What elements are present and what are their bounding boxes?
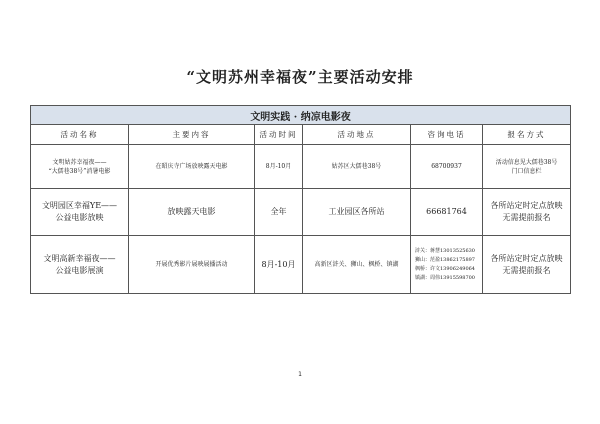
activity-table	[30, 105, 571, 294]
header-consult-phone: 咨询电话	[411, 125, 483, 145]
activity-name-cell	[31, 145, 129, 189]
table-row	[31, 236, 571, 294]
signup-cell	[483, 145, 571, 189]
signup-line: 无需提前报名	[502, 265, 551, 275]
signup-line: 无需提前报名	[502, 213, 551, 222]
phone-list-cell	[411, 236, 483, 294]
header-signup-method: 报名方式	[483, 125, 571, 145]
activity-name-line: “大儒巷38号”消暑电影	[48, 167, 111, 175]
header-activity-location: 活动地点	[303, 125, 411, 145]
page-title: “文明苏州幸福夜”主要活动安排	[186, 68, 414, 86]
activity-name-line: 文明园区幸福YE——	[41, 201, 118, 210]
content-cell: 开展优秀影片展映展播活动	[129, 236, 255, 294]
location-cell: 工业园区各所站	[303, 189, 411, 236]
time-cell: 全年	[255, 189, 303, 236]
activity-name-line: 公益电影展演	[55, 265, 104, 275]
activity-name-cell	[31, 236, 129, 294]
header-main-content: 主要内容	[129, 125, 255, 145]
table-row	[31, 145, 571, 189]
phone-entry: 浒关：蒋慧13013525630	[415, 247, 475, 254]
signup-cell	[483, 236, 571, 294]
header-activity-time: 活动时间	[255, 125, 303, 145]
header-activity-name: 活动名称	[31, 125, 129, 145]
page-number: 1	[298, 371, 302, 378]
signup-line: 门口信息栏	[511, 167, 542, 175]
activity-name-line: 公益电影放映	[55, 213, 104, 222]
location-cell: 姑苏区大儒巷38号	[303, 145, 411, 189]
location-cell: 高新区浒关、狮山、枫桥、镇湖	[303, 236, 411, 294]
content-cell: 放映露天电影	[129, 189, 255, 236]
content-cell: 在昭庆寺广场放映露天电影	[129, 145, 255, 189]
time-cell: 8月-10月	[255, 145, 303, 189]
activity-name-cell	[31, 189, 129, 236]
signup-cell	[483, 189, 571, 236]
signup-line: 活动信息见大儒巷38号	[495, 158, 558, 166]
phone-cell: 68700937	[411, 145, 483, 189]
table-row	[31, 189, 571, 236]
phone-entry: 枫桥：许文13906249064	[415, 265, 475, 272]
activity-name-line: 文明姑苏幸福夜——	[52, 158, 107, 166]
signup-line: 各所站定时定点放映	[490, 201, 563, 210]
phone-entry: 狮山：范盈13862175897	[415, 256, 475, 263]
table-caption: 文明实践 · 纳凉电影夜	[31, 106, 571, 125]
time-cell: 8月-10月	[255, 236, 303, 294]
phone-cell: 66681764	[411, 189, 483, 236]
activity-name-line: 文明高新幸福夜——	[43, 253, 116, 263]
signup-line: 各所站定时定点放映	[490, 253, 563, 263]
phone-entry: 镇湖：周伟13915598700	[415, 274, 475, 281]
